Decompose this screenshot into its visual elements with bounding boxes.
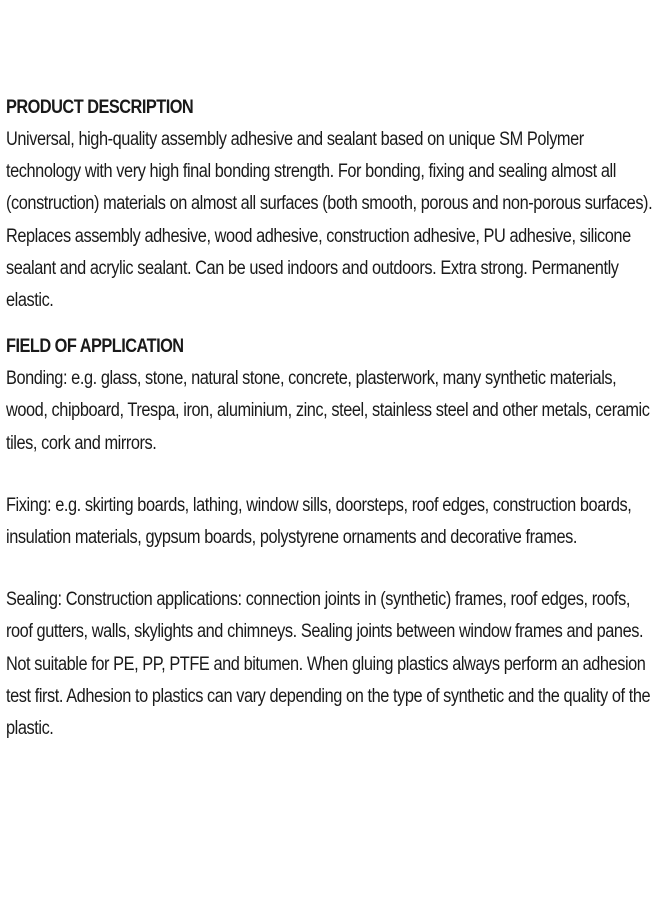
field-of-application-heading: FIELD OF APPLICATION [6, 336, 184, 358]
product-info-document [6, 92, 656, 745]
fixing-paragraph: Fixing: e.g. skirting boards, lathing, window sills, doorsteps, roof edges, construction boards, insulation materials, gypsum boards, polystyrene ornaments and decorative frames. [6, 494, 632, 549]
paragraph-spacer [6, 554, 656, 584]
sealing-paragraph: Sealing: Construction applications: connection joints in (synthetic) frames, roof edges, roofs, roof gutters, walls, skylights and chimneys. Sealing joints between window frames and panes. Not suitable for PE, PP, PTFE and bitumen. When gluing plastics always perform an adhesion test first. Adhesion to plastics can vary depending on the type of synthetic and the quality of the plastic. [6, 589, 651, 740]
product-description-text: Universal, high-quality assembly adhesive and sealant based on unique SM Polymer technology with very high final bonding strength. For bonding, fixing and sealing almost all (construction) materials on almost all surfaces (both smooth, porous and non-porous surfaces). Replaces assembly adhesive, wood adhesive, construction adhesive, PU adhesive, silicone sealant and acrylic sealant. Can be used indoors and outdoors. Extra strong. Permanently elastic. [6, 129, 653, 312]
bonding-paragraph: Bonding: e.g. glass, stone, natural stone, concrete, plasterwork, many synthetic materials, wood, chipboard, Trespa, iron, aluminium, zinc, steel, stainless steel and other metals, ceramic tiles, cork and mirrors. [6, 368, 650, 454]
paragraph-spacer [6, 460, 656, 490]
product-description-heading: PRODUCT DESCRIPTION [6, 97, 194, 118]
section-spacer [6, 317, 656, 331]
